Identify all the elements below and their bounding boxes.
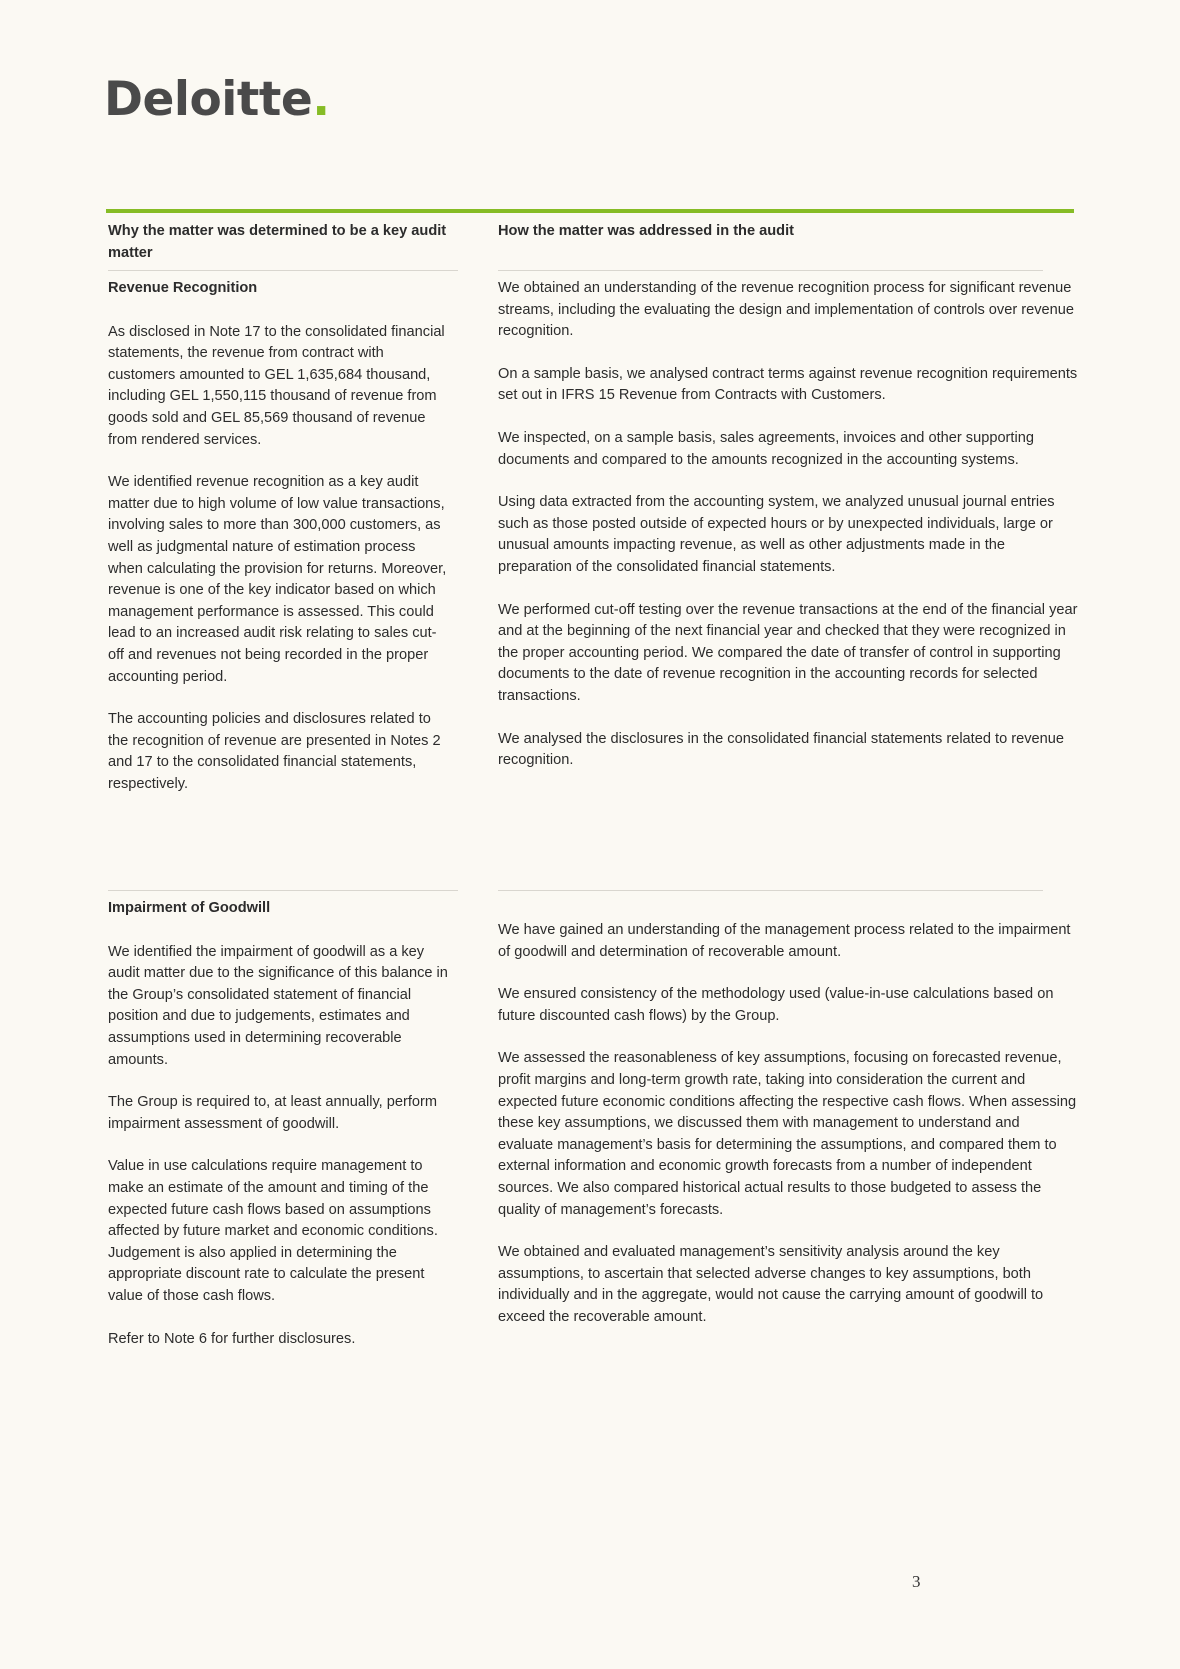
goodwill-right-paragraph: We obtained and evaluated management’s sensitivity analysis around the key assumptions, to ascertain that selected adverse changes to key assumptions, both individually and in the aggregate, would not cause the carrying amount of goodwill to exceed the recoverable amount. <box>498 1244 1044 1325</box>
revenue-right-paragraph: We performed cut-off testing over the revenue transactions at the end of the financial year and at the beginning of the next financial year and checked that they were recognized in the proper accounting period. We compared the date of transfer of control in supporting documents to the date of revenue recognition in the accounting records for selected transactions. <box>498 601 1078 704</box>
revenue-left-paragraph: The accounting policies and disclosures related to the recognition of revenue are presented in Notes 2 and 17 to the consolidated financial statements, respectively. <box>108 711 441 792</box>
header-underline-left <box>108 270 458 271</box>
header-underline-right <box>498 270 1043 271</box>
goodwill-left-paragraph: Refer to Note 6 for further disclosures. <box>108 1330 356 1347</box>
right-column-header: How the matter was addressed in the audit <box>498 223 794 239</box>
goodwill-left-paragraph: We identified the impairment of goodwill as a key audit matter due to the significance of this balance in the Group’s consolidated statement of financial position and due to judgements, estimates and assumptions used in determining recoverable amounts. <box>108 943 448 1068</box>
left-column-header: Why the matter was determined to be a key audit matter <box>108 223 447 261</box>
goodwill-right-paragraph: We assessed the reasonableness of key assumptions, focusing on forecasted revenue, profit margins and long-term growth rate, taking into consideration the current and expected future economic conditions affecting the respective cash flows. When assessing these key assumptions, we discussed them with management to understand and evaluate management’s basis for determining the assumptions, and compared them to external information and economic growth forecasts from a number of independent sources. We also compared historical actual results to those budgeted to assess the quality of management’s forecasts. <box>498 1050 1077 1218</box>
revenue-right-column <box>498 278 1078 772</box>
section-title-goodwill: Impairment of Goodwill <box>108 900 271 916</box>
goodwill-left-paragraph: The Group is required to, at least annually, perform impairment assessment of goodwill. <box>108 1094 438 1132</box>
goodwill-right-paragraph: We ensured consistency of the methodology used (value-in-use calculations based on future discounted cash flows) by the Group. <box>498 986 1054 1024</box>
header-divider <box>106 209 1074 213</box>
section-divider-left <box>108 890 458 891</box>
revenue-right-paragraph: Using data extracted from the accounting system, we analyzed unusual journal entries such as those posted outside of expected hours or by unexpected individuals, large or unusual amounts impacting revenue, as well as other adjustments made in the preparation of the consolidated financial statements. <box>498 494 1055 575</box>
revenue-right-paragraph: We inspected, on a sample basis, sales agreements, invoices and other supporting documents and compared to the amounts recognized in the accounting systems. <box>498 429 1034 468</box>
goodwill-left-paragraph: Value in use calculations require management to make an estimate of the amount and timing of the expected future cash flows based on assumptions affected by future market and economic conditions. Judgement is also applied in determining the appropriate discount rate to calculate the present value of those cash flows. <box>108 1158 438 1304</box>
goodwill-right-column <box>498 920 1078 1329</box>
section-title-revenue: Revenue Recognition <box>108 280 258 296</box>
revenue-right-paragraph: We analysed the disclosures in the consolidated financial statements related to revenue recognition. <box>498 730 1064 769</box>
revenue-left-column <box>108 278 448 795</box>
page-number: 3 <box>912 1572 921 1591</box>
revenue-right-paragraph: On a sample basis, we analysed contract terms against revenue recognition requirements set out in IFRS 15 Revenue from Contracts with Customers. <box>498 365 1078 404</box>
deloitte-logo <box>104 72 330 127</box>
logo-wordmark: Deloitte <box>104 72 313 127</box>
revenue-left-paragraph: We identified revenue recognition as a key audit matter due to high volume of low value transactions, involving sales to more than 300,000 customers, as well as judgmental nature of estimation process when calculating the provision for returns. Moreover, revenue is one of the key indicator based on which management performance is assessed. This could lead to an increased audit risk relating to sales cut-off and revenues not being recorded in the proper accounting period. <box>108 474 447 685</box>
logo-dot: . <box>312 72 330 127</box>
goodwill-left-column <box>108 898 448 1350</box>
section-divider-right <box>498 890 1043 891</box>
revenue-left-paragraph: As disclosed in Note 17 to the consolidated financial statements, the revenue from contract with customers amounted to GEL 1,635,684 thousand, including GEL 1,550,115 thousand of revenue from goods sold and GEL 85,569 thousand of revenue from rendered services. <box>108 323 445 448</box>
revenue-right-paragraph: We obtained an understanding of the revenue recognition process for significant revenue streams, including the evaluating the design and implementation of controls over revenue recognition. <box>498 280 1074 340</box>
goodwill-right-paragraph: We have gained an understanding of the management process related to the impairment of goodwill and determination of recoverable amount. <box>498 922 1071 960</box>
